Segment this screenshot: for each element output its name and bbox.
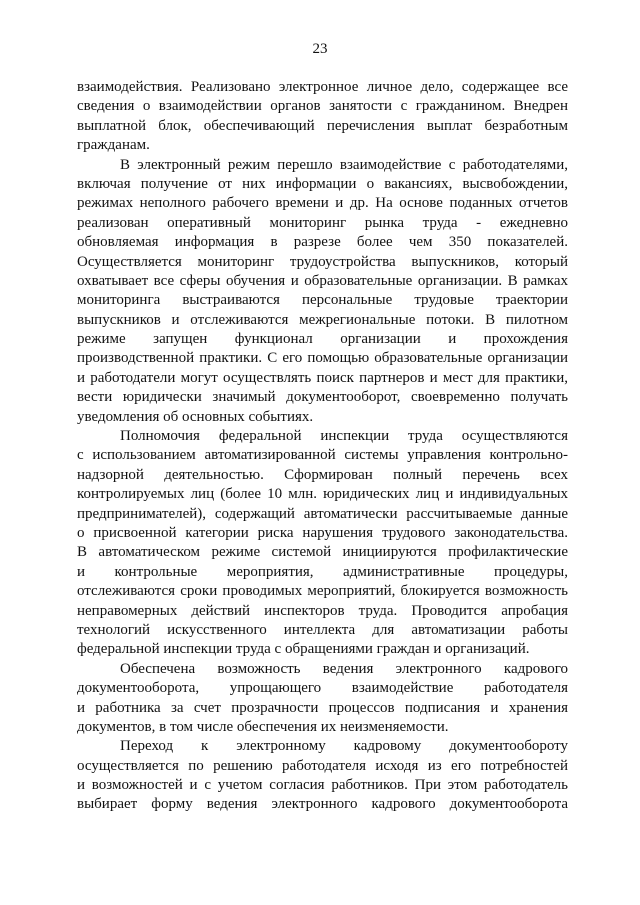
text-line: уведомления об основных событиях. (77, 408, 314, 425)
text-line: выпускников и отслеживаются межрегиональные потоки. В пилотном (77, 311, 568, 328)
text-line: Полномочия федеральной инспекции труда осуществляются (120, 428, 568, 445)
text-line: о присвоенной категории риска нарушения трудового законодательства. (77, 524, 568, 541)
text-line: и контрольные мероприятия, административные процедуры, (77, 563, 568, 580)
text-line: осуществляется по решению работодателя исходя из его потребностей (77, 757, 568, 774)
text-line: В электронный режим перешло взаимодействие с работодателями, (120, 156, 568, 173)
text-line: Переход к электронному кадровому документообороту (120, 738, 568, 755)
text-line: включая получение от них информации о вакансиях, высвобождении, (77, 175, 568, 192)
text-line: технологий искусственного интеллекта для автоматизации работы (77, 621, 568, 638)
page-body (77, 78, 568, 815)
text-line: мониторинга выстраиваются персональные трудовые траектории (77, 292, 568, 309)
text-line: режимах неполного рабочего времени и др. На основе поданных отчетов (77, 195, 568, 212)
text-line: реализован оперативный мониторинг рынка труда - ежедневно (77, 214, 568, 231)
text-line: отслеживаются сроки проводимых мероприятий, блокируется возможность (77, 583, 568, 600)
paragraph (77, 737, 568, 815)
text-line: гражданам. (77, 137, 150, 154)
text-line: и работодатели могут осуществлять поиск партнеров и мест для практики, (77, 369, 568, 386)
text-line: режиме запущен функционал организации и прохождения (77, 331, 568, 348)
text-line: обновляемая информация в разрезе более чем 350 показателей. (77, 234, 568, 251)
text-line: надзорной деятельностью. Сформирован полный перечень всех (77, 466, 568, 483)
paragraph (77, 156, 568, 427)
text-line: с использованием автоматизированной системы управления контрольно- (77, 447, 568, 464)
text-line: вести юридически значимый документооборот, своевременно получать (77, 389, 568, 406)
text-line: В автоматическом режиме системой инициируются профилактические (77, 544, 568, 561)
text-line: и возможностей и с учетом согласия работников. При этом работодатель (77, 777, 568, 794)
paragraph (77, 78, 568, 156)
text-line: федеральной инспекции труда с обращениями граждан и организаций. (77, 641, 530, 658)
text-line: Осуществляется мониторинг трудоустройства выпускников, который (77, 253, 568, 270)
text-line: охватывает все сферы обучения и образовательные организации. В рамках (77, 272, 568, 289)
page-number: 23 (312, 41, 328, 57)
text-line: сведения о взаимодействии органов занятости с гражданином. Внедрен (77, 98, 568, 115)
text-line: Обеспечена возможность ведения электронного кадрового (120, 660, 568, 677)
paragraph (77, 427, 568, 660)
text-line: выплатной блок, обеспечивающий перечисления выплат безработным (77, 117, 568, 134)
text-line: контролируемых лиц (более 10 млн. юридических лиц и индивидуальных (77, 486, 568, 503)
text-line: взаимодействия. Реализовано электронное личное дело, содержащее все (77, 79, 568, 95)
text-line: документооборота, упрощающего взаимодействие работодателя (77, 680, 568, 697)
text-line: неправомерных действий инспекторов труда. Проводится апробация (77, 602, 568, 619)
text-line: выбирает форму ведения электронного кадрового документооборота (77, 796, 568, 813)
text-line: производственной практики. С его помощью образовательные организации (77, 350, 568, 367)
text-line: предпринимателей), содержащий автоматически рассчитываемые данные (77, 505, 568, 522)
text-line: и работника за счет прозрачности процессов подписания и хранения (77, 699, 568, 716)
text-line: документов, в том числе обеспечения их неизменяемости. (77, 718, 449, 735)
paragraph (77, 660, 568, 738)
